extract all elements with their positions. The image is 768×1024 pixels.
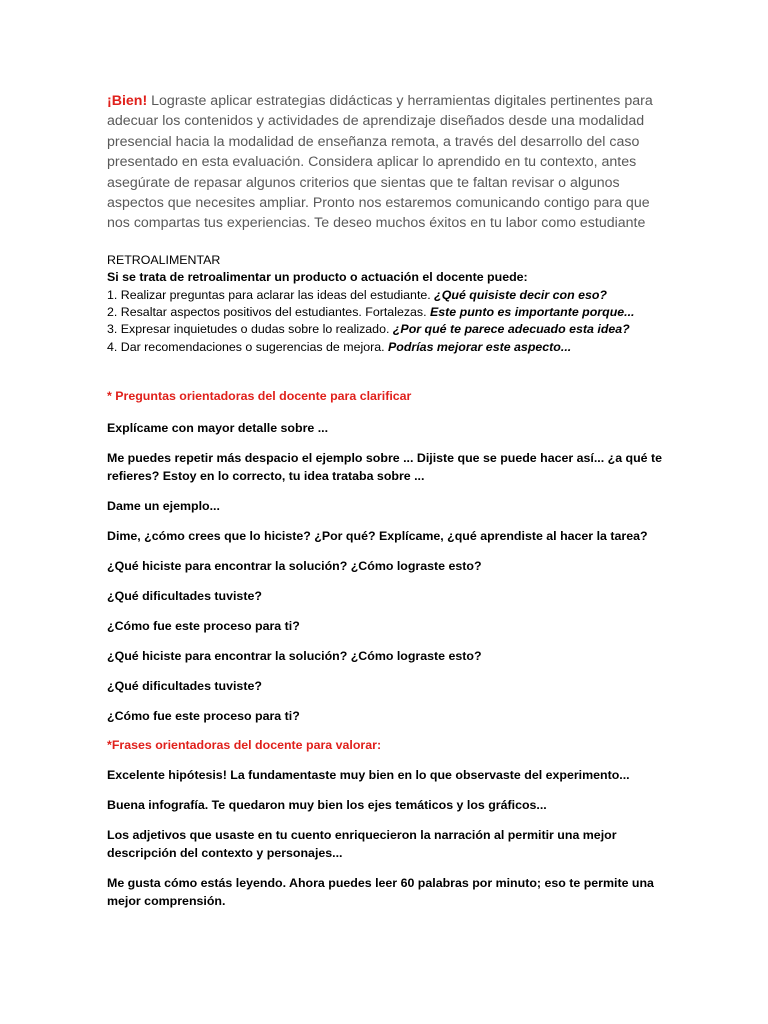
intro-bien: ¡Bien! — [107, 93, 148, 109]
retro-item-example: ¿Por qué te parece adecuado esta idea? — [392, 322, 630, 337]
retro-item — [107, 287, 667, 304]
intro-paragraph — [107, 91, 667, 234]
value-phrase: Me gusta cómo estás leyendo. Ahora puedes leer 60 palabras por minuto; eso te permite una mejor comprensión. — [107, 876, 654, 909]
retro-item-text: 1. Realizar preguntas para aclarar las ideas del estudiante. — [107, 287, 435, 302]
value-phrase: Los adjetivos que usaste en tu cuento enriquecieron la narración al permitir una mejor descripción del contexto y personajes... — [107, 828, 617, 861]
clarify-question: ¿Qué hiciste para encontrar la solución? ¿Cómo lograste esto? — [107, 559, 482, 574]
value-title: *Frases orientadoras del docente para valorar: — [107, 738, 382, 753]
retro-heading: RETROALIMENTAR — [107, 252, 221, 267]
clarify-question: Explícame con mayor detalle sobre ... — [107, 421, 329, 436]
retro-item — [107, 339, 667, 356]
clarify-question: ¿Cómo fue este proceso para ti? — [107, 709, 300, 724]
clarify-question: ¿Cómo fue este proceso para ti? — [107, 619, 300, 634]
clarify-question: Dime, ¿cómo crees que lo hiciste? ¿Por qué? Explícame, ¿qué aprendiste al hacer la tarea? — [107, 529, 648, 544]
retro-item — [107, 304, 667, 321]
clarify-question: Me puedes repetir más despacio el ejemplo sobre ... Dijiste que se puede hacer así... ¿a qué te refieres? Estoy en lo correcto, tu idea trataba sobre ... — [107, 451, 663, 484]
retro-item-text: 3. Expresar inquietudes o dudas sobre lo realizado. — [107, 322, 393, 337]
value-phrase: Buena infografía. Te quedaron muy bien los ejes temáticos y los gráficos... — [107, 798, 547, 813]
intro-text: Lograste aplicar estrategias didácticas y herramientas digitales pertinentes para adecuar los contenidos y actividades de aprendizaje diseñados desde una modalidad presencial hacia la modalidad de enseñanza remota, a través del desarrollo del caso presentado en esta evaluación. Considera aplicar lo aprendido en tu contexto, antes asegúrate de repasar algunos criterios que sientas que te faltan revisar o algunos aspectos que necesites ampliar. Pronto nos estaremos comunicando contigo para que nos compartas tus experiencias. Te deseo muchos éxitos en tu labor como estudiante — [107, 93, 653, 232]
retro-item — [107, 321, 667, 338]
value-phrase: Excelente hipótesis! La fundamentaste muy bien en lo que observaste del experimento... — [107, 768, 630, 783]
retro-item-text: 2. Resaltar aspectos positivos del estudiantes. Fortalezas. — [107, 305, 431, 320]
retro-item-example: Podrías mejorar este aspecto... — [388, 339, 572, 354]
retro-block — [107, 252, 667, 356]
clarify-question: Dame un ejemplo... — [107, 499, 220, 514]
clarify-title: * Preguntas orientadoras del docente para clarificar — [107, 389, 412, 404]
clarify-question: ¿Qué dificultades tuviste? — [107, 589, 262, 604]
clarify-question: ¿Qué hiciste para encontrar la solución? ¿Cómo lograste esto? — [107, 649, 482, 664]
retro-lead: Si se trata de retroalimentar un producto o actuación el docente puede: — [107, 270, 528, 285]
document-page — [107, 91, 667, 910]
retro-item-text: 4. Dar recomendaciones o sugerencias de mejora. — [107, 339, 389, 354]
clarify-question: ¿Qué dificultades tuviste? — [107, 679, 262, 694]
retro-item-example: Este punto es importante porque... — [430, 305, 635, 320]
retro-item-example: ¿Qué quisiste decir con eso? — [434, 287, 607, 302]
